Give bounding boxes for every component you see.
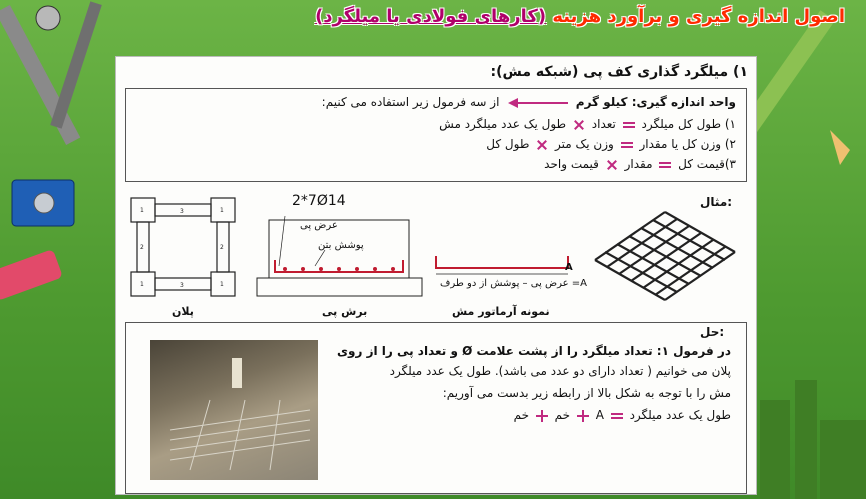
plan-label: پلان [172, 305, 194, 318]
formula-2-weight: وزن یک متر [555, 137, 614, 151]
plus-icon [536, 411, 548, 421]
solution-line-2: پلان می خوانیم ( تعداد دارای دو عدد می باشد). طول یک عدد میلگرد [389, 364, 731, 378]
a-letter: A [565, 262, 573, 273]
compass-icon [0, 1, 102, 145]
plan-num: 1 [220, 207, 224, 214]
plan-num: 3 [180, 208, 184, 215]
equals-icon [621, 140, 633, 150]
solution-line-3: مش را با توجه به شکل بالا از رابطه زیر بدست می آوریم: [442, 386, 731, 400]
solution-formula-a: A [595, 408, 604, 422]
unit-label: واحد اندازه گیری: کیلو گرم [575, 95, 736, 109]
solution-line-1: در فرمول ۱: تعداد میلگرد را از پشت علامت Ø و تعداد پی را از روی [337, 344, 731, 358]
plan-num: 3 [180, 282, 184, 289]
formula-2-length: طول کل [486, 137, 530, 151]
rebar-photo-illustration [150, 340, 318, 480]
rebar-mesh-drawing [585, 200, 745, 310]
formula-3-total: ۳)قیمت کل [678, 157, 736, 171]
eraser-icon [0, 249, 63, 301]
formula-3 [544, 157, 736, 171]
multiply-icon [573, 120, 585, 130]
slide-title [300, 6, 845, 36]
unit-line [322, 95, 736, 109]
foundation-photo [150, 340, 318, 480]
section-heading: ۱) میلگرد گذاری کف پی (شبکه مش): [490, 64, 748, 80]
mesh-sample-drawing [430, 250, 580, 280]
a-formula: A= عرض پی – پوشش از دو طرف [440, 278, 587, 289]
solution-formula [514, 408, 731, 422]
plan-num: 1 [140, 281, 144, 288]
title-main: اصول اندازه گیری و برآورد هزینه [552, 6, 845, 27]
solution-formula-length: طول یک عدد میلگرد [629, 408, 731, 422]
formula-intro: از سه فرمول زیر استفاده می کنیم: [321, 95, 500, 109]
plan-num: 1 [220, 281, 224, 288]
measurement-box [125, 88, 747, 182]
rebar-spec: 2*7Ø14 [292, 193, 346, 209]
formula-2 [486, 137, 736, 151]
solution-formula-bend-1: خم [554, 408, 571, 422]
formula-1 [439, 117, 736, 131]
plan-drawing [125, 192, 245, 300]
plan-num: 2 [140, 244, 144, 251]
equals-icon [659, 160, 671, 170]
cover-label: پوشش بتن [318, 240, 364, 251]
equals-icon [611, 411, 623, 421]
multiply-icon [606, 160, 618, 170]
section-drawing [255, 210, 425, 302]
plus-icon [577, 411, 589, 421]
title-accent: (کارهای فولادی یا میلگرد) [315, 6, 547, 27]
width-label: عرض پی [300, 220, 338, 231]
plan-num: 2 [220, 244, 224, 251]
formula-3-amount: مقدار [624, 157, 653, 171]
city-decoration [760, 380, 866, 499]
sharpener-icon [12, 180, 74, 226]
formula-3-unit-price: قیمت واحد [544, 157, 599, 171]
arrow-left-icon [508, 98, 568, 108]
plan-num: 1 [140, 207, 144, 214]
mesh-sample-label: نمونه آرماتور مش [452, 305, 550, 318]
formula-1-total: ۱) طول کل میلگرد [641, 117, 736, 131]
formula-2-total: ۲) وزن کل یا مقدار [639, 137, 736, 151]
equals-icon [623, 120, 635, 130]
solution-formula-bend-2: خم [513, 408, 529, 422]
formula-1-count: تعداد [591, 117, 616, 131]
multiply-icon [536, 140, 548, 150]
solution-heading: حل: [700, 325, 725, 339]
example-label: مثال: [700, 195, 733, 209]
section-label: برش پی [322, 305, 368, 318]
formula-1-length: طول یک عدد میلگرد مش [439, 117, 567, 131]
